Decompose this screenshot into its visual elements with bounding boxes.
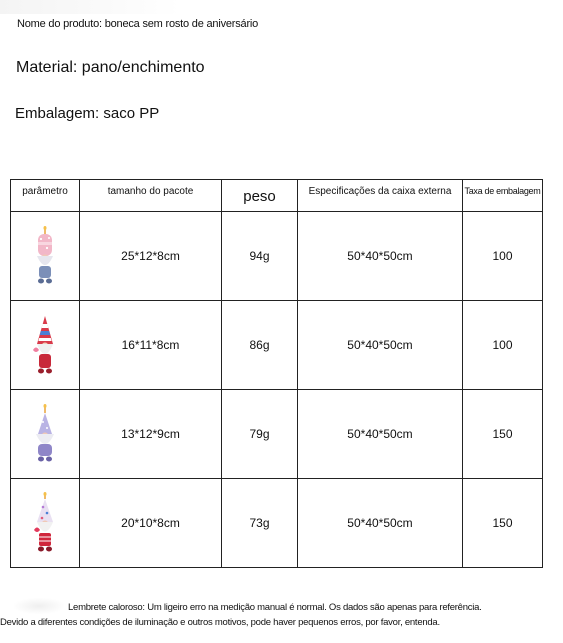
red-gnome-icon — [30, 492, 60, 554]
weight-cell: 94g — [222, 212, 298, 301]
product-name: Nome do produto: boneca sem rosto de aniversário — [17, 18, 259, 30]
package-size-cell: 20*10*8cm — [80, 479, 222, 568]
faded-header-artifact — [0, 0, 180, 14]
product-image-cell — [11, 479, 80, 568]
header-package-size: tamanho do pacote — [80, 180, 222, 212]
outer-box-cell: 50*40*50cm — [298, 301, 463, 390]
outer-box-cell: 50*40*50cm — [298, 390, 463, 479]
weight-cell: 79g — [222, 390, 298, 479]
packing-rate-cell: 100 — [463, 301, 543, 390]
pink-gnome-icon — [30, 226, 60, 286]
material-line: Material: pano/enchimento — [16, 59, 205, 76]
packaging-line: Embalagem: saco PP — [15, 105, 160, 122]
header-parameter: parâmetro — [11, 180, 80, 212]
footer-note-line-1: Lembrete caloroso: Um ligeiro erro na medição manual é normal. Os dados são apenas para referência. — [68, 602, 482, 613]
header-outer-box-spec: Especificações da caixa externa — [298, 180, 463, 212]
packing-rate-cell: 150 — [463, 479, 543, 568]
packing-rate-cell: 100 — [463, 212, 543, 301]
product-image-cell — [11, 390, 80, 479]
package-size-cell: 13*12*9cm — [80, 390, 222, 479]
table-header-row — [11, 180, 543, 212]
weight-cell: 86g — [222, 301, 298, 390]
faded-footer-artifact — [14, 598, 64, 614]
table-row — [11, 390, 543, 479]
spec-table — [10, 179, 543, 568]
package-size-cell: 25*12*8cm — [80, 212, 222, 301]
weight-cell: 73g — [222, 479, 298, 568]
footer-note-line-2: Devido a diferentes condições de iluminação e outros motivos, pode haver pequenos erros, por favor, entenda. — [0, 617, 440, 628]
package-size-cell: 16*11*8cm — [80, 301, 222, 390]
packing-rate-cell: 150 — [463, 390, 543, 479]
product-image-cell — [11, 301, 80, 390]
product-image-cell — [11, 212, 80, 301]
table-row — [11, 479, 543, 568]
striped-gnome-icon — [30, 314, 60, 376]
purple-gnome-icon — [30, 404, 60, 464]
table-row — [11, 301, 543, 390]
table-row — [11, 212, 543, 301]
header-weight: peso — [222, 180, 298, 212]
header-packing-rate: Taxa de embalagem — [463, 180, 543, 212]
outer-box-cell: 50*40*50cm — [298, 479, 463, 568]
outer-box-cell: 50*40*50cm — [298, 212, 463, 301]
